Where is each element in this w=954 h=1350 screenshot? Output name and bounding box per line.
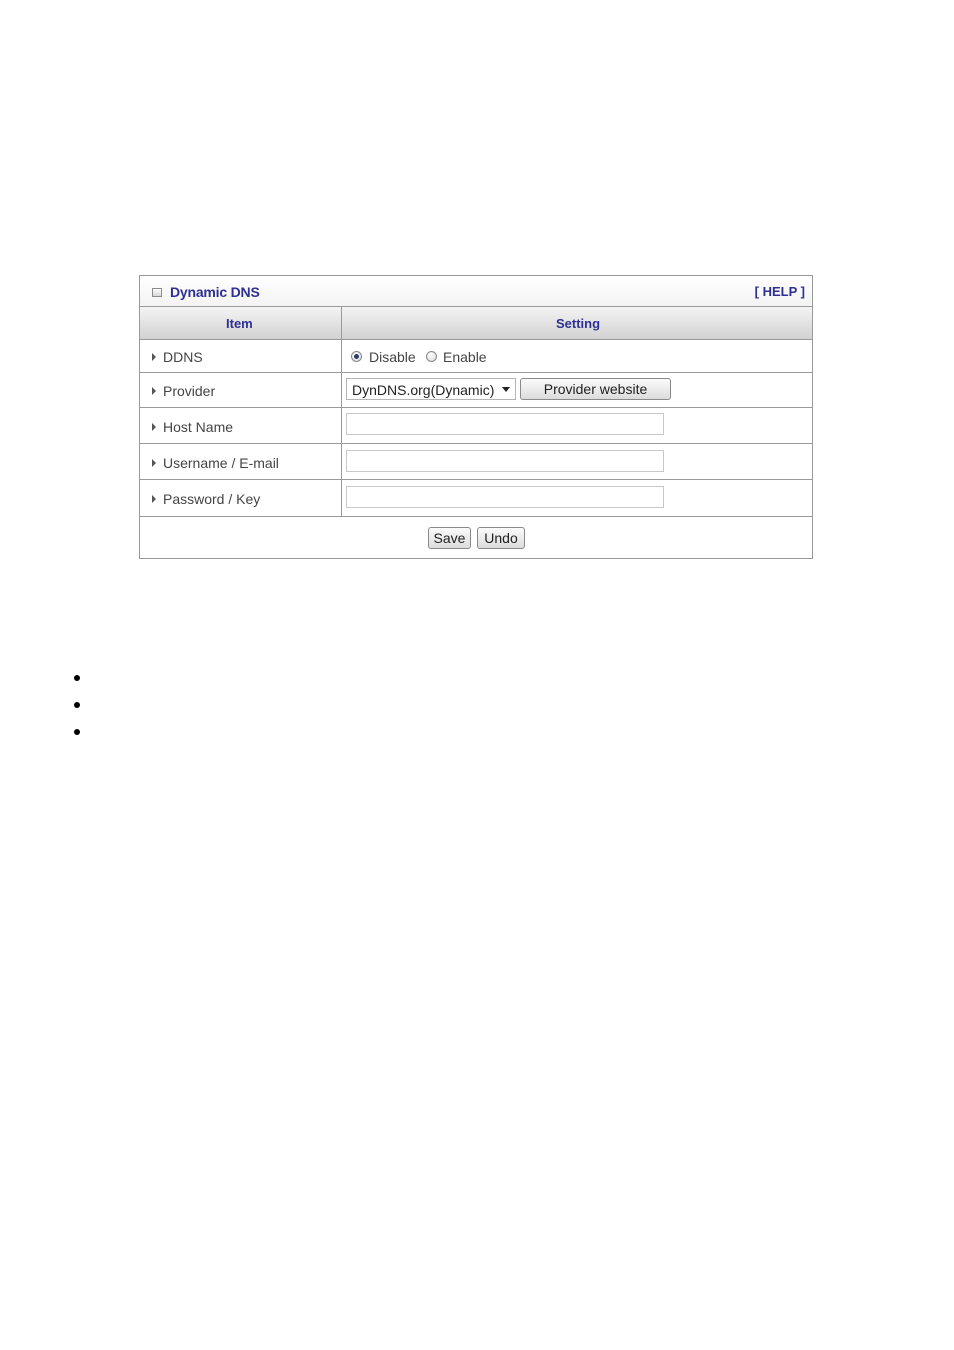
triangle-right-icon [152, 459, 156, 467]
triangle-right-icon [152, 387, 156, 395]
password-label: Password / Key [152, 491, 260, 507]
item-cell [140, 340, 342, 372]
triangle-right-icon [152, 495, 156, 503]
save-button[interactable]: Save [428, 527, 471, 549]
item-cell [140, 373, 342, 407]
list-item [74, 722, 374, 749]
provider-website-button[interactable]: Provider website [520, 378, 671, 400]
provider-label: Provider [152, 383, 215, 399]
provider-select[interactable] [346, 378, 516, 400]
list-item [74, 668, 374, 695]
setting-header-label: Setting [556, 316, 601, 331]
ddns-disable-radio[interactable] [351, 351, 362, 362]
chevron-down-icon [502, 387, 510, 392]
username-input[interactable] [346, 450, 664, 472]
item-column-header [140, 307, 342, 339]
provider-select-value: DynDNS.org(Dynamic) [352, 382, 495, 398]
undo-button[interactable]: Undo [477, 527, 525, 549]
bullet-list [74, 668, 374, 749]
ddns-disable-label: Disable [369, 349, 416, 365]
item-cell [140, 444, 342, 479]
triangle-right-icon [152, 423, 156, 431]
password-input[interactable] [346, 486, 664, 508]
host-name-label: Host Name [152, 419, 233, 435]
item-header-label: Item [226, 316, 253, 331]
window-icon [152, 288, 162, 297]
bullet-icon [74, 675, 80, 681]
host-name-input[interactable] [346, 413, 664, 435]
item-cell [140, 480, 342, 516]
triangle-right-icon [152, 353, 156, 361]
username-label: Username / E-mail [152, 455, 279, 471]
bullet-icon [74, 702, 80, 708]
list-item [74, 695, 374, 722]
table-header-row [140, 307, 812, 340]
ddns-enable-label: Enable [443, 349, 487, 365]
ddns-label: DDNS [152, 349, 203, 365]
ddns-enable-radio[interactable] [426, 351, 437, 362]
panel-title: Dynamic DNS [170, 284, 260, 300]
bullet-icon [74, 729, 80, 735]
item-cell [140, 408, 342, 443]
panel-title-bar [140, 276, 812, 307]
help-link[interactable]: [ HELP ] [754, 284, 805, 299]
